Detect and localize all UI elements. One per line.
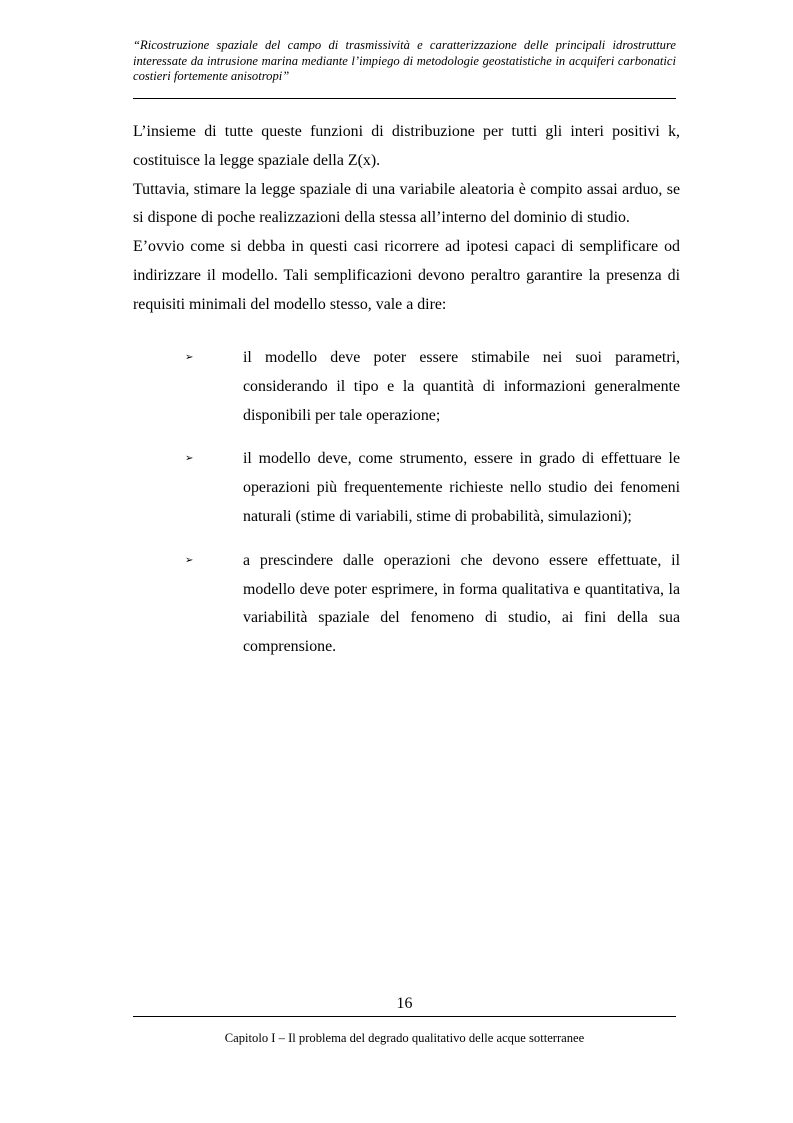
arrow-bullet-icon: ➢ xyxy=(185,554,194,566)
header-divider xyxy=(133,98,676,99)
paragraph: E’ovvio come si debba in questi casi ricorrere ad ipotesi capaci di semplificare od indirizzare il modello. Tali semplificazioni devono peraltro garantire la presenza di requisiti minimali del modello stesso, vale a dire: xyxy=(133,238,680,313)
list-item xyxy=(133,344,680,430)
list-item-text: a prescindere dalle operazioni che devono essere effettuate, il modello deve poter esprimere, in forma qualitativa e quantitativa, la variabilità spaziale del fenomeno di studio, ai fini della sua comprensione. xyxy=(243,551,680,656)
paragraph: L’insieme di tutte queste funzioni di distribuzione per tutti gli interi positivi k, costituisce la legge spaziale della Z(x). xyxy=(133,123,680,169)
list-item-text: il modello deve poter essere stimabile nei suoi parametri, considerando il tipo e la quantità di informazioni generalmente disponibili per tale operazione; xyxy=(243,349,680,424)
arrow-bullet-icon: ➢ xyxy=(185,352,194,363)
body-text xyxy=(133,118,680,320)
page-number: 16 xyxy=(396,995,413,1012)
list-item xyxy=(133,547,680,662)
running-footer: Capitolo I – Il problema del degrado qualitativo delle acque sotterranee xyxy=(224,1031,585,1045)
footer-divider xyxy=(133,1016,676,1017)
list-item xyxy=(133,445,680,531)
header-title: “Ricostruzione spaziale del campo di trasmissività e caratterizzazione delle principali idrostrutture interessate da intrusione marina mediante l’impiego di metodologie geostatistiche in acquiferi carbonatici costieri fortemente anisotropi” xyxy=(133,38,676,83)
running-header xyxy=(133,38,676,85)
arrow-bullet-icon: ➢ xyxy=(185,453,194,465)
paragraph: Tuttavia, stimare la legge spaziale di una variabile aleatoria è compito assai arduo, se si dispone di poche realizzazioni della stessa all’interno del dominio di studio. xyxy=(133,180,680,227)
requirements-list xyxy=(133,344,680,677)
list-item-text: il modello deve, come strumento, essere in grado di effettuare le operazioni più frequentemente richieste nello studio dei fenomeni naturali (stime di variabili, stime di probabilità, simulazioni); xyxy=(243,450,680,525)
